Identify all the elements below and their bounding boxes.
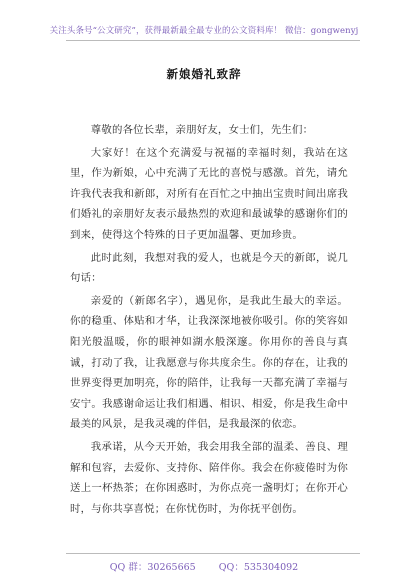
footer-qq: QQ：535304092 [218,562,299,573]
footer-divider [66,553,360,554]
paragraph-welcome: 大家好！在这个充满爱与祝福的幸福时刻，我站在这里，作为新娘，心中充满了无比的喜悦与感激。首先，请允许我代表我和新郎，对所有在百忙之中抽出宝贵时间出席我们婚礼的亲朋好友表示最热烈的欢迎和最诚挚的感谢你们的到来，使得这个特殊的日子更加温馨、更加珍贵。 [70,146,348,241]
paragraph-promise: 我承诺，从今天开始，我会用我全部的温柔、善良、理解和包容，去爱你、支持你、陪伴你。我会在你疲倦时为你送上一杯热茶；在你困惑时，为你点亮一盏明灯；在你开心时，与你共享喜悦；在你忧伤时，为你抚平创伤。 [70,440,348,515]
document-title: 新娘婚礼致辞 [166,67,242,81]
header-banner: 关注头条号“公文研究”，获得最新最全最专业的公文资料库！ 微信：gongwenyj [49,26,359,36]
footer [0,559,408,573]
paragraph-to-groom: 亲爱的（新郎名字），遇见你，是我此生最大的幸运。你的稳重、体贴和才华，让我深深地被你吸引。你的笑容如阳光般温暖，你的眼神如湖水般深邃。你用你的善良与真诚，打动了我，让我愿意与你共度余生。你的存在，让我的世界变得更加明亮，你的陪伴，让我每一天都充满了幸福与安宁。我感谢命运让我们相遇、相识、相爱，你是我生命中最美的风景，是我灵魂的伴侣，是我最深的依恋。 [70,294,348,431]
document-body [70,120,348,521]
paragraph-greeting: 尊敬的各位长辈，亲朋好友，女士们，先生们： [90,124,314,136]
footer-qq-group: QQ 群：30265665 [109,562,196,573]
paragraph-intro-to-groom: 此时此刻，我想对我的爱人，也就是今天的新郎，说几句话： [70,251,348,285]
header-divider [66,40,360,41]
